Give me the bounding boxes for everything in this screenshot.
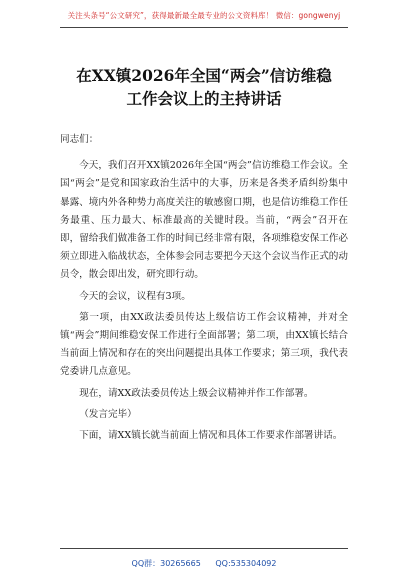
footer-qq-group: QQ群：30265665 — [131, 559, 201, 568]
header-banner: 关注头条号“公文研究”，获得最新最全最专业的公文资料库！ 微信：gongwenyj — [67, 11, 341, 20]
paragraph-invite-first: 现在，请XX政法委员传达上级会议精神并作工作部署。 — [79, 387, 314, 399]
document-body — [60, 131, 348, 445]
title-line-2: 工作会议上的主持讲话 — [126, 89, 282, 108]
document-title — [40, 64, 368, 110]
paragraph-invite-second: 下面，请XX镇长就当前面上情况和具体工作要求作部署讲话。 — [79, 430, 343, 442]
footer-qq: QQ:535304092 — [215, 559, 277, 568]
paragraph-agenda: 今天的会议，议程有3项。 — [79, 290, 191, 302]
footer-contact — [0, 558, 408, 569]
salutation: 同志们： — [60, 134, 99, 145]
footer-divider — [60, 548, 348, 549]
paragraph-speech-done: （发言完毕） — [79, 408, 137, 420]
title-line-1: 在XX镇2026年全国“两会”信访维稳 — [76, 66, 332, 85]
paragraph-opening: 今天，我们召开XX镇2026年全国“两会”信访维稳工作会议。全国“两会”是党和国家政治生活中的大事，历来是各类矛盾纠纷集中暴露、境内外各种势力高度关注的敏感窗口期，也是信访维稳工作任务最重、压力最大、标准最高的关键时段。当前，“两会”召开在即，留给我们做准备工作的时间已经非常有限，各项维稳安保工作必须立即进入临战状态，全体参会同志要把今天这个会议当作正式的动员令，散会即出发，研究即行动。 — [60, 160, 348, 281]
paragraph-agenda-items: 第一项，由XX政法委员传达上级信访工作会议精神，并对全镇“两会”期间维稳安保工作进行全面部署；第二项，由XX镇长结合当前面上情况和存在的突出问题提出具体工作要求；第三项，我代表党委讲几点意见。 — [60, 311, 348, 378]
header-divider — [60, 27, 348, 28]
